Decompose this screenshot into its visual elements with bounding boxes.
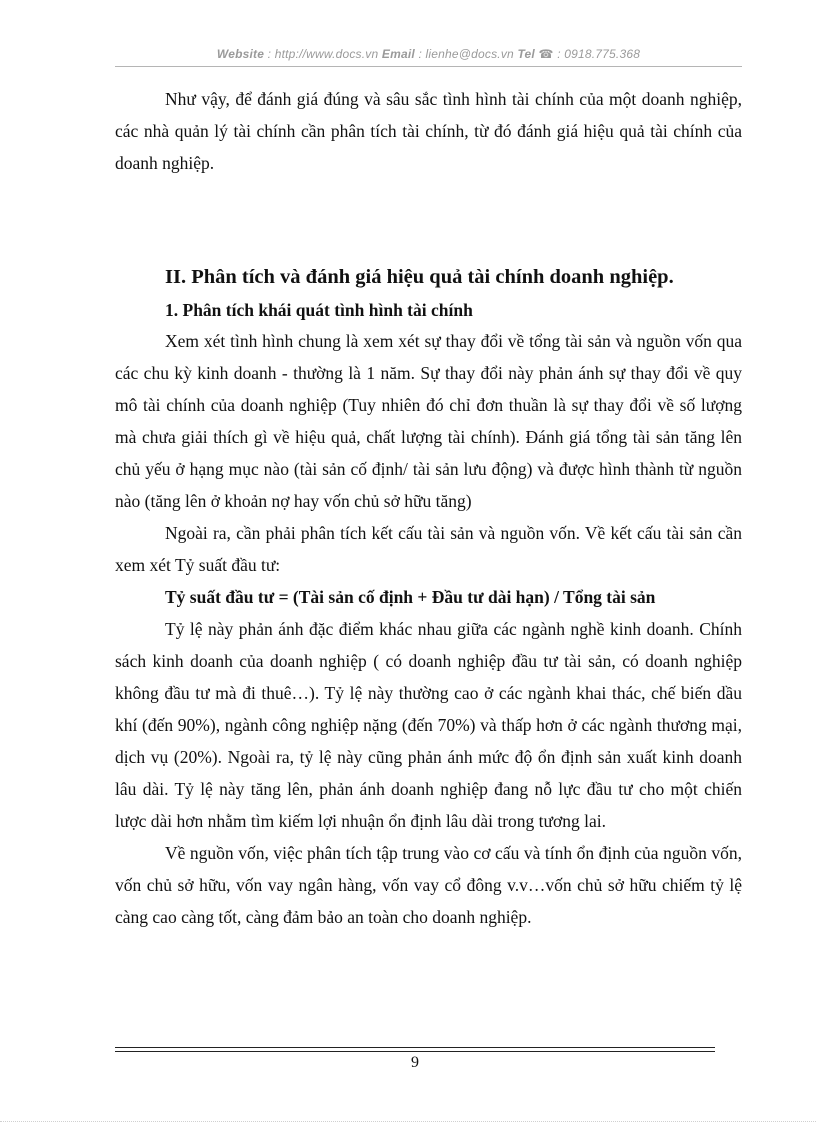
website-label: Website <box>216 47 265 61</box>
website-value: : http://www.docs.vn <box>267 47 379 61</box>
paragraph-capital-sources: Về nguồn vốn, việc phân tích tập trung vào cơ cấu và tính ổn định của nguồn vốn, vốn chủ sở hữu, vốn vay ngân hàng, vốn vay cổ đông v.v…vốn chủ sở hữu chiếm tỷ lệ càng cao càng tốt, càng đảm bảo an toàn cho doanh nghiệp. <box>115 843 742 927</box>
email-value: : lienhe@docs.vn <box>418 47 514 61</box>
subsection-heading: 1. Phân tích khái quát tình hình tài chính <box>165 300 473 320</box>
intro-paragraph: Như vậy, để đánh giá đúng và sâu sắc tình hình tài chính của một doanh nghiệp, các nhà quản lý tài chính cần phân tích tài chính, từ đó đánh giá hiệu quả tài chính của doanh nghiệp. <box>115 89 742 173</box>
footer-divider <box>115 1047 715 1048</box>
document-body <box>115 83 742 933</box>
paragraph-ratio-explanation: Tỷ lệ này phản ánh đặc điểm khác nhau giữa các ngành nghề kinh doanh. Chính sách kinh doanh của doanh nghiệp ( có doanh nghiệp đầu tư tài sản, có doanh nghiệp không đầu tư mà đi thuê…). Tỷ lệ này thường cao ở các ngành khai thác, chế biến dầu khí (đến 90%), ngành công nghiệp nặng (đến 70%) và thấp hơn ở các ngành thương mại, dịch vụ (20%). Ngoài ra, tỷ lệ này cũng phản ánh mức độ ổn định sản xuất kinh doanh lâu dài. Tỷ lệ này tăng lên, phản ánh doanh nghiệp đang nỗ lực đầu tư cho một chiến lược dài hơn nhằm tìm kiếm lợi nhuận ổn định lâu dài trong tương lai. <box>115 619 742 831</box>
footer-divider-thin <box>115 1051 715 1052</box>
section-heading: II. Phân tích và đánh giá hiệu quả tài chính doanh nghiệp. <box>165 266 674 288</box>
page-number: 9 <box>411 1054 419 1071</box>
paragraph-overview: Xem xét tình hình chung là xem xét sự thay đổi về tổng tài sản và nguồn vốn qua các chu kỳ kinh doanh - thường là 1 năm. Sự thay đổi này phản ánh sự thay đổi về quy mô tài chính của doanh nghiệp (Tuy nhiên đó chỉ đơn thuần là sự thay đổi về số lượng mà chưa giải thích gì về hiệu quả, chất lượng tài chính). Đánh giá tổng tài sản tăng lên chủ yếu ở hạng mục nào (tài sản cố định/ tài sản lưu động) và được hình thành từ nguồn nào (tăng lên ở khoản nợ hay vốn chủ sở hữu tăng) <box>115 331 742 511</box>
page-bottom-border <box>0 1121 816 1122</box>
page-header <box>115 47 742 61</box>
header-divider <box>115 66 742 67</box>
investment-ratio-formula: Tỷ suất đầu tư = (Tài sản cố định + Đầu tư dài hạn) / Tổng tài sản <box>165 587 656 607</box>
email-label: Email <box>381 47 415 61</box>
paragraph-structure: Ngoài ra, cần phải phân tích kết cấu tài sản và nguồn vốn. Về kết cấu tài sản cần xem xét Tỷ suất đầu tư: <box>115 523 742 575</box>
spacer <box>115 179 742 261</box>
tel-value: ☎ : 0918.775.368 <box>538 47 641 61</box>
tel-label: Tel <box>517 47 535 61</box>
